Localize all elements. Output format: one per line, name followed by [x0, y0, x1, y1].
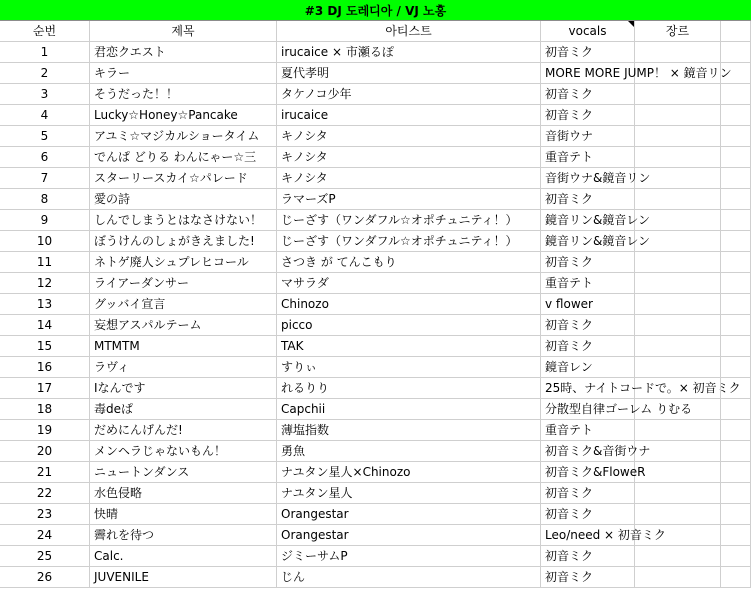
- cell-vocals[interactable]: 初音ミク: [541, 252, 635, 273]
- cell-artist[interactable]: ジミーサムP: [277, 546, 541, 567]
- cell-vocals[interactable]: Leo/need × 初音ミク: [541, 525, 635, 546]
- cell-index[interactable]: 21: [0, 462, 90, 483]
- cell-empty[interactable]: [721, 567, 751, 588]
- header-vocals[interactable]: vocals: [541, 21, 635, 42]
- cell-vocals[interactable]: MORE MORE JUMP！ × 鏡音リン: [541, 63, 635, 84]
- cell-empty[interactable]: [721, 546, 751, 567]
- cell-title[interactable]: 霽れを待つ: [90, 525, 277, 546]
- cell-index[interactable]: 14: [0, 315, 90, 336]
- cell-empty[interactable]: [721, 315, 751, 336]
- cell-artist[interactable]: Orangestar: [277, 525, 541, 546]
- cell-empty[interactable]: [721, 252, 751, 273]
- cell-index[interactable]: 12: [0, 273, 90, 294]
- comment-indicator-icon: [628, 21, 634, 27]
- cell-title[interactable]: 愛の詩: [90, 189, 277, 210]
- cell-index[interactable]: 3: [0, 84, 90, 105]
- cell-artist[interactable]: TAK: [277, 336, 541, 357]
- cell-genre[interactable]: [635, 168, 721, 189]
- cell-title[interactable]: ネトゲ廃人シュプレヒコール: [90, 252, 277, 273]
- cell-vocals[interactable]: 初音ミク: [541, 546, 635, 567]
- cell-vocals[interactable]: 初音ミク: [541, 42, 635, 63]
- cell-index[interactable]: 18: [0, 399, 90, 420]
- cell-empty[interactable]: [721, 357, 751, 378]
- cell-index[interactable]: 4: [0, 105, 90, 126]
- cell-vocals[interactable]: 初音ミク: [541, 567, 635, 588]
- cell-index[interactable]: 24: [0, 525, 90, 546]
- cell-vocals[interactable]: 鏡音リン&鏡音レン: [541, 210, 635, 231]
- cell-artist[interactable]: すりぃ: [277, 357, 541, 378]
- cell-vocals[interactable]: 初音ミク: [541, 315, 635, 336]
- cell-index[interactable]: 16: [0, 357, 90, 378]
- header-title[interactable]: 제목: [90, 21, 277, 42]
- cell-genre[interactable]: [635, 189, 721, 210]
- cell-genre[interactable]: [635, 420, 721, 441]
- cell-vocals[interactable]: 音街ウナ: [541, 126, 635, 147]
- cell-index[interactable]: 1: [0, 42, 90, 63]
- cell-vocals[interactable]: 初音ミク: [541, 105, 635, 126]
- cell-title[interactable]: Calc.: [90, 546, 277, 567]
- cell-genre[interactable]: [635, 252, 721, 273]
- cell-empty[interactable]: [721, 462, 751, 483]
- cell-empty[interactable]: [721, 63, 751, 84]
- cell-artist[interactable]: 勇魚: [277, 441, 541, 462]
- cell-index[interactable]: 15: [0, 336, 90, 357]
- cell-genre[interactable]: [635, 42, 721, 63]
- cell-index[interactable]: 6: [0, 147, 90, 168]
- cell-index[interactable]: 7: [0, 168, 90, 189]
- cell-empty[interactable]: [721, 273, 751, 294]
- header-genre[interactable]: 장르: [635, 21, 721, 42]
- cell-empty[interactable]: [721, 84, 751, 105]
- cell-empty[interactable]: [721, 525, 751, 546]
- cell-title[interactable]: 毒deぱ: [90, 399, 277, 420]
- cell-empty[interactable]: [721, 147, 751, 168]
- cell-index[interactable]: 13: [0, 294, 90, 315]
- cell-artist[interactable]: irucaice: [277, 105, 541, 126]
- cell-genre[interactable]: [635, 357, 721, 378]
- cell-genre[interactable]: [635, 462, 721, 483]
- cell-vocals[interactable]: 鏡音リン&鏡音レン: [541, 231, 635, 252]
- cell-vocals[interactable]: 初音ミク&FloweR: [541, 462, 635, 483]
- cell-empty[interactable]: [721, 42, 751, 63]
- cell-empty[interactable]: [721, 504, 751, 525]
- cell-genre[interactable]: [635, 126, 721, 147]
- cell-index[interactable]: 10: [0, 231, 90, 252]
- cell-vocals[interactable]: 重音テト: [541, 420, 635, 441]
- cell-empty[interactable]: [721, 294, 751, 315]
- cell-title[interactable]: ラヴィ: [90, 357, 277, 378]
- cell-empty[interactable]: [721, 231, 751, 252]
- header-index[interactable]: 순번: [0, 21, 90, 42]
- cell-artist[interactable]: マサラダ: [277, 273, 541, 294]
- cell-title[interactable]: グッバイ宣言: [90, 294, 277, 315]
- cell-artist[interactable]: Orangestar: [277, 504, 541, 525]
- cell-empty[interactable]: [721, 210, 751, 231]
- cell-genre[interactable]: [635, 378, 721, 399]
- cell-index[interactable]: 11: [0, 252, 90, 273]
- cell-artist[interactable]: 薄塩指数: [277, 420, 541, 441]
- cell-index[interactable]: 2: [0, 63, 90, 84]
- header-empty[interactable]: [721, 21, 751, 42]
- cell-artist[interactable]: れるりり: [277, 378, 541, 399]
- cell-title[interactable]: ぼうけんのしょがきえました!: [90, 231, 277, 252]
- cell-genre[interactable]: [635, 105, 721, 126]
- cell-vocals[interactable]: 分散型自律ゴーレム りむる: [541, 399, 635, 420]
- cell-title[interactable]: ニュートンダンス: [90, 462, 277, 483]
- cell-index[interactable]: 25: [0, 546, 90, 567]
- cell-artist[interactable]: picco: [277, 315, 541, 336]
- cell-title[interactable]: Lucky☆Honey☆Pancake: [90, 105, 277, 126]
- cell-genre[interactable]: [635, 399, 721, 420]
- cell-title[interactable]: そうだった！！: [90, 84, 277, 105]
- cell-genre[interactable]: [635, 273, 721, 294]
- cell-vocals[interactable]: 初音ミク: [541, 504, 635, 525]
- cell-vocals[interactable]: v flower: [541, 294, 635, 315]
- cell-genre[interactable]: [635, 504, 721, 525]
- cell-vocals[interactable]: 初音ミク&音街ウナ: [541, 441, 635, 462]
- cell-genre[interactable]: [635, 441, 721, 462]
- cell-artist[interactable]: ナユタン星人: [277, 483, 541, 504]
- sheet-title: #3 DJ 도레디아 / VJ 노홍: [304, 3, 447, 18]
- title-bar[interactable]: [0, 0, 751, 21]
- cell-index[interactable]: 26: [0, 567, 90, 588]
- cell-artist[interactable]: キノシタ: [277, 147, 541, 168]
- cell-index[interactable]: 9: [0, 210, 90, 231]
- cell-empty[interactable]: [721, 189, 751, 210]
- cell-title[interactable]: MTMTM: [90, 336, 277, 357]
- cell-title[interactable]: しんでしまうとはなさけない！: [90, 210, 277, 231]
- cell-empty[interactable]: [721, 420, 751, 441]
- cell-genre[interactable]: [635, 147, 721, 168]
- cell-genre[interactable]: [635, 294, 721, 315]
- cell-vocals[interactable]: 重音テト: [541, 273, 635, 294]
- cell-artist[interactable]: ラマーズP: [277, 189, 541, 210]
- cell-empty[interactable]: [721, 168, 751, 189]
- cell-index[interactable]: 19: [0, 420, 90, 441]
- cell-artist[interactable]: タケノコ少年: [277, 84, 541, 105]
- cell-vocals[interactable]: 25時、ナイトコードで。× 初音ミク: [541, 378, 635, 399]
- cell-empty[interactable]: [721, 441, 751, 462]
- cell-genre[interactable]: [635, 336, 721, 357]
- cell-artist[interactable]: 夏代孝明: [277, 63, 541, 84]
- cell-empty[interactable]: [721, 399, 751, 420]
- cell-title[interactable]: でんぱ どりる わんにゃー☆三: [90, 147, 277, 168]
- cell-artist[interactable]: キノシタ: [277, 168, 541, 189]
- cell-index[interactable]: 8: [0, 189, 90, 210]
- cell-artist[interactable]: さつき が てんこもり: [277, 252, 541, 273]
- cell-index[interactable]: 22: [0, 483, 90, 504]
- cell-title[interactable]: だめにんげんだ!: [90, 420, 277, 441]
- cell-genre[interactable]: [635, 546, 721, 567]
- cell-empty[interactable]: [721, 483, 751, 504]
- cell-index[interactable]: 5: [0, 126, 90, 147]
- cell-vocals[interactable]: 重音テト: [541, 147, 635, 168]
- cell-artist[interactable]: ナユタン星人×Chinozo: [277, 462, 541, 483]
- cell-genre[interactable]: [635, 231, 721, 252]
- cell-title[interactable]: スターリースカイ☆パレード: [90, 168, 277, 189]
- cell-title[interactable]: 妄想アスパルテーム: [90, 315, 277, 336]
- cell-genre[interactable]: [635, 483, 721, 504]
- cell-title[interactable]: 君恋クエスト: [90, 42, 277, 63]
- cell-genre[interactable]: [635, 210, 721, 231]
- cell-title[interactable]: 快晴: [90, 504, 277, 525]
- cell-empty[interactable]: [721, 378, 751, 399]
- cell-genre[interactable]: [635, 84, 721, 105]
- cell-genre[interactable]: [635, 315, 721, 336]
- cell-title[interactable]: JUVENILE: [90, 567, 277, 588]
- header-artist[interactable]: 아티스트: [277, 21, 541, 42]
- cell-artist[interactable]: じん: [277, 567, 541, 588]
- cell-artist[interactable]: キノシタ: [277, 126, 541, 147]
- cell-empty[interactable]: [721, 105, 751, 126]
- cell-index[interactable]: 20: [0, 441, 90, 462]
- cell-empty[interactable]: [721, 126, 751, 147]
- cell-title[interactable]: メンヘラじゃないもん！: [90, 441, 277, 462]
- cell-empty[interactable]: [721, 336, 751, 357]
- cell-artist[interactable]: Chinozo: [277, 294, 541, 315]
- cell-genre[interactable]: [635, 525, 721, 546]
- cell-vocals[interactable]: 初音ミク: [541, 189, 635, 210]
- cell-genre[interactable]: [635, 63, 721, 84]
- cell-index[interactable]: 23: [0, 504, 90, 525]
- cell-vocals[interactable]: 初音ミク: [541, 483, 635, 504]
- cell-vocals[interactable]: 鏡音レン: [541, 357, 635, 378]
- cell-title[interactable]: ライアーダンサー: [90, 273, 277, 294]
- cell-artist[interactable]: Capchii: [277, 399, 541, 420]
- cell-artist[interactable]: じーざす（ワンダフル☆オポチュニティ！）: [277, 231, 541, 252]
- cell-index[interactable]: 17: [0, 378, 90, 399]
- cell-title[interactable]: キラー: [90, 63, 277, 84]
- cell-vocals[interactable]: 初音ミク: [541, 84, 635, 105]
- cell-title[interactable]: Iなんです: [90, 378, 277, 399]
- cell-vocals[interactable]: 初音ミク: [541, 336, 635, 357]
- cell-genre[interactable]: [635, 567, 721, 588]
- cell-vocals[interactable]: 音街ウナ&鏡音リン: [541, 168, 635, 189]
- cell-artist[interactable]: じーざす（ワンダフル☆オポチュニティ！）: [277, 210, 541, 231]
- cell-title[interactable]: アユミ☆マジカルショータイム: [90, 126, 277, 147]
- cell-artist[interactable]: irucaice × 市瀬るぽ: [277, 42, 541, 63]
- cell-title[interactable]: 水色侵略: [90, 483, 277, 504]
